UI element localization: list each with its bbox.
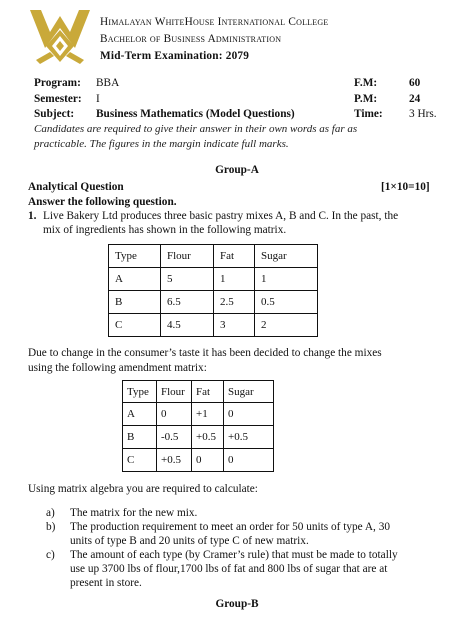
table-header: Sugar [255,245,318,268]
section-marks: [1×10=10] [381,181,430,193]
program-title: Bachelor of Business Administration [100,33,282,45]
subject-value: Business Mathematics (Model Questions) [96,108,295,120]
ingredient-matrix [108,244,318,337]
part-b-text: units of type B and 20 units of type C of new matrix. [70,535,309,547]
program-value: BBA [96,77,120,89]
table-cell: B [109,291,161,314]
instruction-line: Candidates are required to give their answer in their own words as far as [34,123,358,135]
table-row [123,449,274,472]
table-cell: C [123,449,157,472]
table-cell: +0.5 [192,426,224,449]
table-header-row [109,245,318,268]
table-header: Sugar [224,381,274,403]
fm-label: F.M: [354,77,378,89]
exam-title: Mid-Term Examination: 2079 [100,50,250,62]
semester-value: I [96,93,100,105]
table-cell: +1 [192,403,224,426]
table-header: Fat [214,245,255,268]
group-a-title: Group-A [215,164,259,176]
amendment-text: Due to change in the consumer’s taste it has been decided to change the mixes [28,347,382,359]
table-cell: 1 [255,268,318,291]
time-value: 3 Hrs. [409,108,437,120]
table-cell: 2 [255,314,318,337]
group-b-title: Group-B [215,598,259,610]
table-row [123,426,274,449]
table-cell: A [123,403,157,426]
part-a-text: The matrix for the new mix. [70,507,198,519]
table-cell: 5 [161,268,214,291]
section-title: Analytical Question [28,181,124,193]
table-row [109,314,318,337]
table-row [109,291,318,314]
part-marker: a) [46,507,55,519]
part-marker: c) [46,549,55,561]
question-text: mix of ingredients has shown in the following matrix. [43,224,287,236]
question-number: 1. [28,210,37,222]
calc-intro: Using matrix algebra you are required to calculate: [28,483,258,495]
table-cell: 0 [192,449,224,472]
semester-label: Semester: [34,93,82,105]
table-cell: 4.5 [161,314,214,337]
part-b-text: The production requirement to meet an order for 50 units of type A, 30 [70,521,390,533]
table-header: Type [109,245,161,268]
table-header: Flour [157,381,192,403]
table-cell: +0.5 [224,426,274,449]
program-label: Program: [34,77,81,89]
pm-value: 24 [409,93,421,105]
table-cell: 1 [214,268,255,291]
table-cell: 6.5 [161,291,214,314]
time-label: Time: [354,108,383,120]
table-header: Type [123,381,157,403]
pm-label: P.M: [354,93,378,105]
table-header-row [123,381,274,403]
table-cell: 0 [157,403,192,426]
question-text: Live Bakery Ltd produces three basic pastry mixes A, B and C. In the past, the [43,210,399,222]
amendment-text: using the following amendment matrix: [28,362,207,374]
part-c-text: The amount of each type (by Cramer’s rule) that must be made to totally [70,549,398,561]
fm-value: 60 [409,77,421,89]
table-cell: B [123,426,157,449]
part-c-text: present in store. [70,577,142,589]
table-cell: -0.5 [157,426,192,449]
table-cell: 2.5 [214,291,255,314]
table-cell: 0 [224,449,274,472]
table-cell: 0 [224,403,274,426]
table-cell: 3 [214,314,255,337]
table-row [123,403,274,426]
table-cell: +0.5 [157,449,192,472]
table-cell: C [109,314,161,337]
subject-label: Subject: [34,108,75,120]
table-header: Fat [192,381,224,403]
table-header: Flour [161,245,214,268]
amendment-matrix [122,380,274,472]
instruction-line: practicable. The figures in the margin indicate full marks. [34,138,289,150]
part-marker: b) [46,521,56,533]
college-logo [28,8,92,66]
instructions [34,123,458,150]
part-c-text: use up 3700 lbs of flour,1700 lbs of fat and 800 lbs of sugar that are at [70,563,388,575]
college-name: Himalayan WhiteHouse International College [100,16,329,28]
table-cell: A [109,268,161,291]
table-row [109,268,318,291]
table-cell: 0.5 [255,291,318,314]
directive: Answer the following question. [28,196,177,208]
